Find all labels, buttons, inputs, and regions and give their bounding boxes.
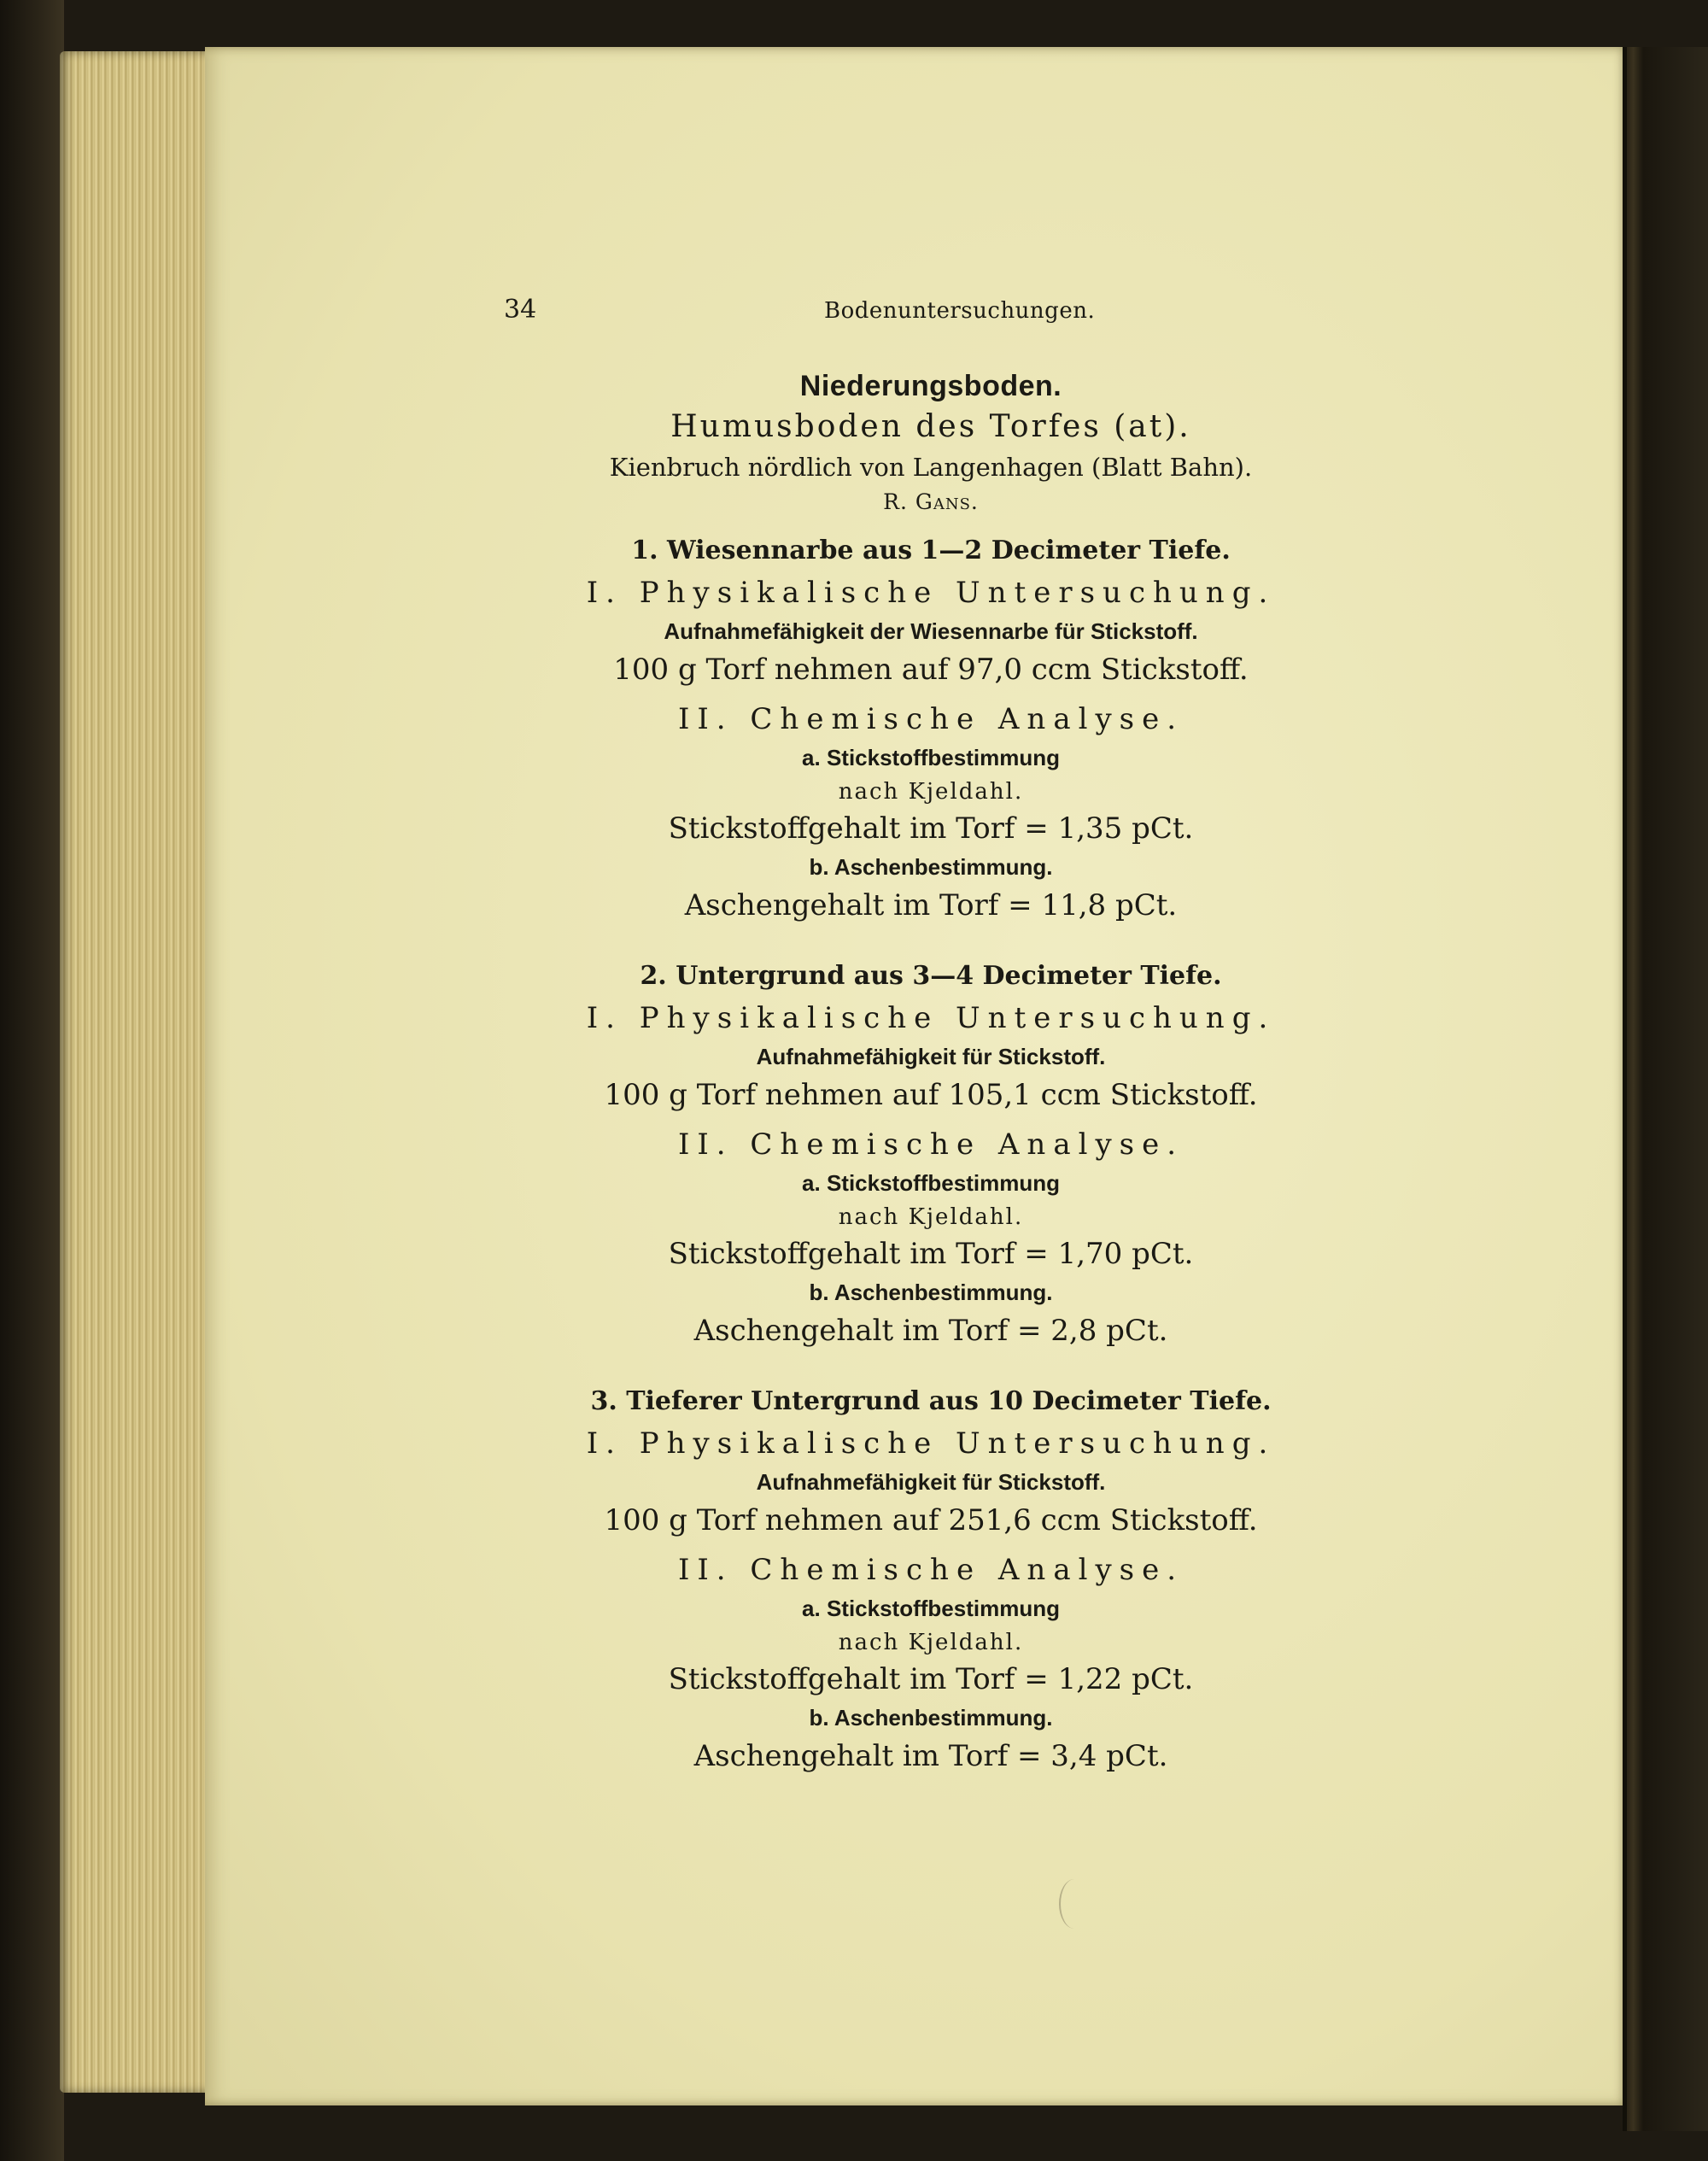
- chemical-heading: II. Chemische Analyse.: [677, 1553, 1184, 1587]
- physical-heading: I. Physikalische Untersuchung.: [586, 576, 1276, 610]
- page-stack-edge: [60, 51, 218, 2093]
- nitrogen-method: nach Kjeldahl.: [838, 779, 1024, 805]
- nitrogen-value: Stickstoffgehalt im Torf = 1,22 pCt.: [668, 1662, 1194, 1696]
- nitrogen-heading: a. Stickstoffbestimmung: [802, 745, 1060, 770]
- page-title: Niederungsboden.: [799, 370, 1062, 402]
- section-title: 2. Untergrund aus 3—4 Decimeter Tiefe.: [640, 961, 1222, 991]
- ash-value: Aschengehalt im Torf = 3,4 pCt.: [693, 1739, 1168, 1773]
- nitrogen-heading: a. Stickstoffbestimmung: [802, 1170, 1060, 1196]
- absorption-heading: Aufnahmefähigkeit der Wiesennarbe für Stickstoff.: [664, 618, 1198, 644]
- spacer: [504, 1351, 1358, 1370]
- nitrogen-method: nach Kjeldahl.: [838, 1630, 1024, 1655]
- section-title: 1. Wiesennarbe aus 1—2 Decimeter Tiefe.: [631, 536, 1231, 565]
- page-subtitle: Humusboden des Torfes (at).: [670, 409, 1191, 444]
- absorption-value: 100 g Torf nehmen auf 105,1 ccm Stickstoff.: [604, 1078, 1258, 1112]
- ash-heading: b. Aschenbestimmung.: [809, 1705, 1053, 1731]
- ash-heading: b. Aschenbestimmung.: [809, 854, 1053, 880]
- ash-heading: b. Aschenbestimmung.: [809, 1280, 1053, 1305]
- absorption-heading: Aufnahmefähigkeit für Stickstoff.: [756, 1469, 1106, 1495]
- chemical-heading: II. Chemische Analyse.: [677, 1127, 1184, 1162]
- section-1: [504, 530, 1358, 926]
- location-line: Kienbruch nördlich von Langenhagen (Blatt Bahn).: [609, 453, 1253, 482]
- physical-heading: I. Physikalische Untersuchung.: [586, 1001, 1276, 1035]
- section-3: [504, 1380, 1358, 1777]
- absorption-value: 100 g Torf nehmen auf 97,0 ccm Stickstoff.: [613, 653, 1249, 687]
- nitrogen-method: nach Kjeldahl.: [838, 1204, 1024, 1230]
- page-number: 34: [504, 295, 537, 325]
- chemical-heading: II. Chemische Analyse.: [677, 702, 1184, 736]
- absorption-heading: Aufnahmefähigkeit für Stickstoff.: [756, 1044, 1106, 1069]
- page-content: [504, 367, 1358, 1777]
- nitrogen-value: Stickstoffgehalt im Torf = 1,35 pCt.: [668, 811, 1194, 846]
- section-2: [504, 955, 1358, 1351]
- ash-value: Aschengehalt im Torf = 11,8 pCt.: [684, 888, 1178, 922]
- spacer: [504, 926, 1358, 945]
- next-page-edge: [1627, 47, 1708, 2131]
- book-spine-edge: [0, 0, 64, 2161]
- nitrogen-value: Stickstoffgehalt im Torf = 1,70 pCt.: [668, 1237, 1194, 1271]
- running-title: Bodenuntersuchungen.: [824, 298, 1096, 324]
- absorption-value: 100 g Torf nehmen auf 251,6 ccm Stickstoff.: [604, 1503, 1258, 1537]
- ash-value: Aschengehalt im Torf = 2,8 pCt.: [693, 1314, 1168, 1348]
- section-title: 3. Tieferer Untergrund aus 10 Decimeter Tiefe.: [590, 1386, 1272, 1416]
- nitrogen-heading: a. Stickstoffbestimmung: [802, 1596, 1060, 1621]
- pencil-mark: [1059, 1879, 1090, 1929]
- running-head: [504, 295, 1102, 329]
- author-line: R. Gans.: [883, 489, 979, 514]
- physical-heading: I. Physikalische Untersuchung.: [586, 1426, 1276, 1461]
